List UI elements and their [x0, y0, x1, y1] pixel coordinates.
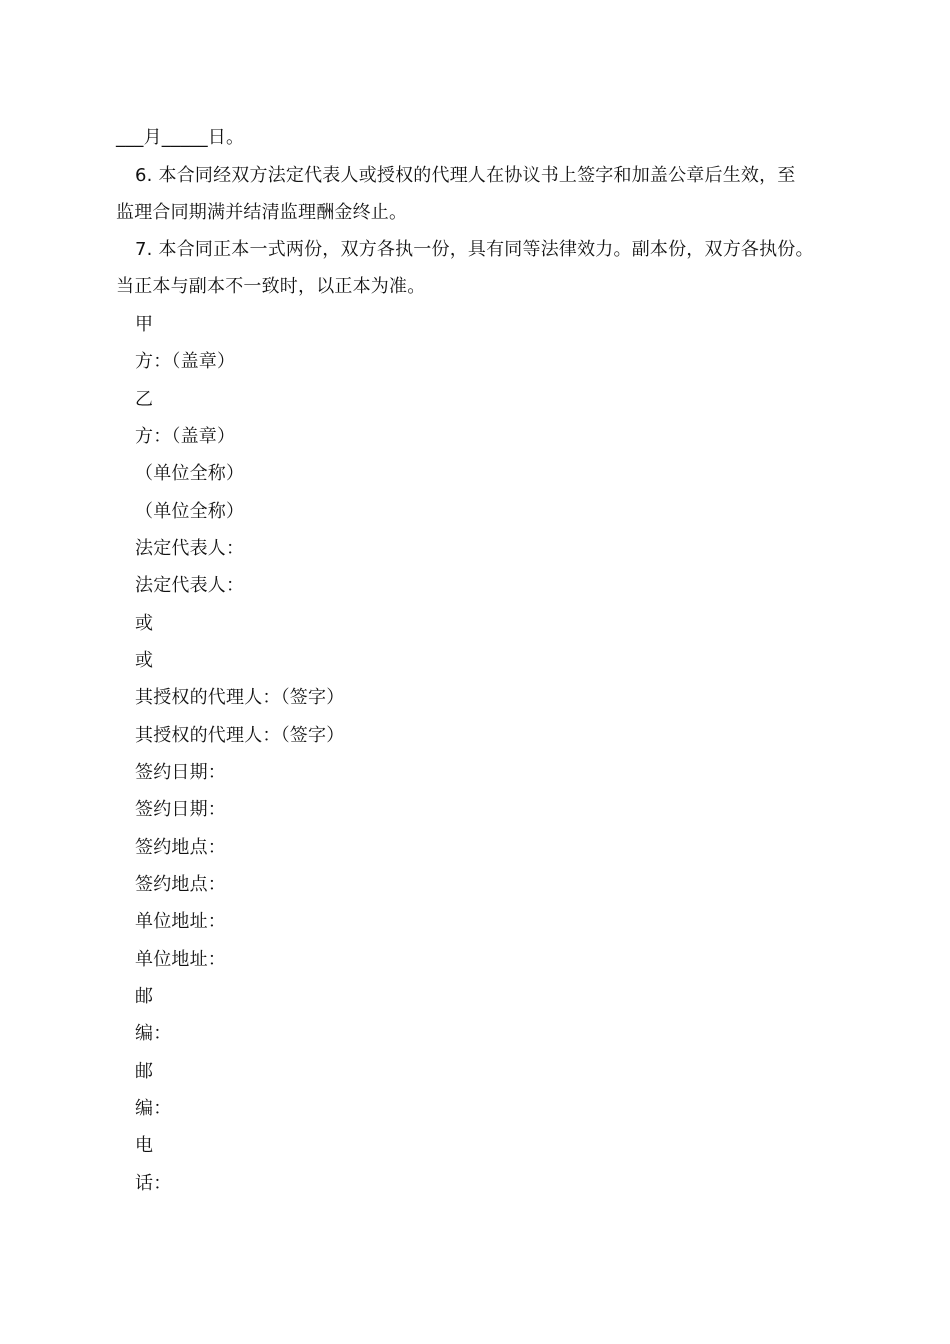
party-a-address: 单位地址：: [135, 911, 226, 932]
party-b-signing-date: 签约日期：: [135, 799, 226, 820]
party-b-postcode-label-1: 邮: [135, 1061, 154, 1082]
party-a-legal-rep: 法定代表人：: [135, 538, 245, 559]
party-a-seal: 方：（盖章）: [135, 351, 236, 372]
party-a-or: 或: [135, 613, 154, 634]
party-a-signing-place: 签约地点：: [135, 837, 226, 858]
date-line: ___月_____日。: [116, 127, 245, 148]
party-b-address: 单位地址：: [135, 949, 226, 970]
party-a-label: 甲: [135, 314, 154, 335]
clause-7-line-2: 当正本与副本不一致时，以正本为准。: [116, 276, 426, 297]
party-b-postcode-label-2: 编：: [135, 1098, 172, 1119]
party-b-full-name: （单位全称）: [135, 501, 245, 522]
party-a-postcode-label-2: 编：: [135, 1023, 172, 1044]
party-b-signing-place: 签约地点：: [135, 874, 226, 895]
phone-label-2: 话：: [135, 1173, 172, 1194]
clause-6-line-2: 监理合同期满并结清监理酬金终止。: [116, 202, 408, 223]
party-b-or: 或: [135, 650, 154, 671]
party-b-legal-rep: 法定代表人：: [135, 575, 245, 596]
clause-6-line-1: 6. 本合同经双方法定代表人或授权的代理人在协议书上签字和加盖公章后生效，至: [135, 165, 796, 186]
party-a-agent-signature: 其授权的代理人：（签字）: [135, 687, 345, 708]
party-a-postcode-label-1: 邮: [135, 986, 154, 1007]
party-b-agent-signature: 其授权的代理人：（签字）: [135, 725, 345, 746]
party-b-seal: 方：（盖章）: [135, 426, 236, 447]
party-a-full-name: （单位全称）: [135, 463, 245, 484]
party-b-label: 乙: [135, 389, 154, 410]
phone-label-1: 电: [135, 1135, 154, 1156]
party-a-signing-date: 签约日期：: [135, 762, 226, 783]
clause-7-line-1: 7. 本合同正本一式两份，双方各执一份，具有同等法律效力。副本份，双方各执份。: [135, 239, 814, 260]
